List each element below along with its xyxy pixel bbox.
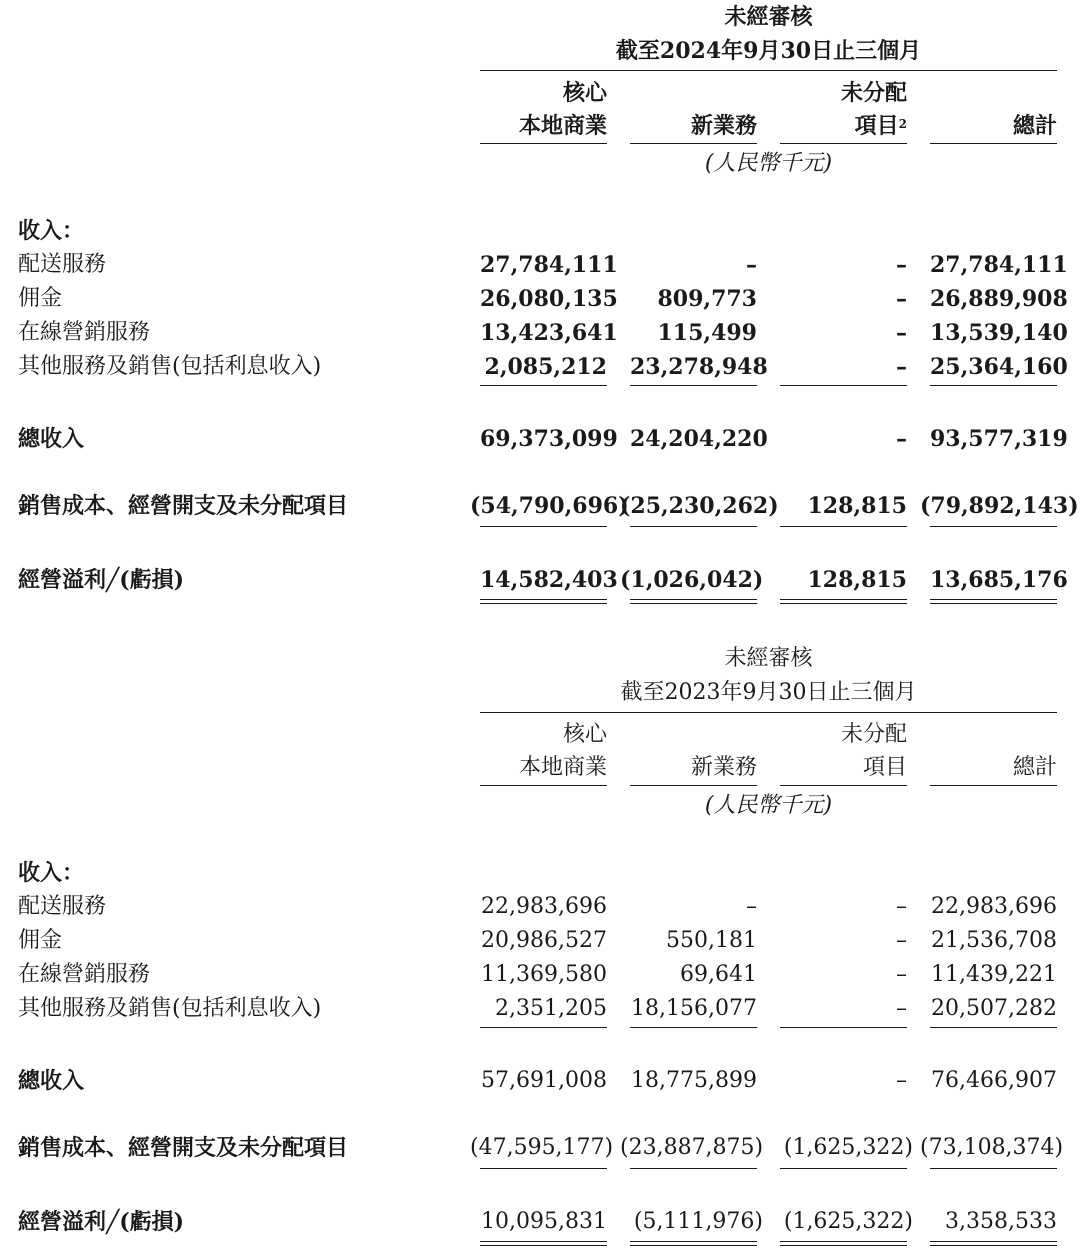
col-header-unalloc-line1: 未分配 [840, 722, 907, 747]
cell-total: 13,685,176 [930, 567, 1068, 593]
cell-unalloc: – [896, 252, 907, 278]
col-header-core-line2: 本地商業 [518, 113, 607, 139]
header-underline-unalloc [780, 143, 907, 144]
costs-label: 銷售成本、經營開支及未分配項目 [18, 493, 349, 519]
cell-core: 11,369,580 [481, 962, 607, 987]
costs-rule-core [480, 526, 607, 527]
double-rule-unalloc [780, 599, 907, 604]
cell-unalloc: – [896, 894, 907, 919]
period-title: 截至2024年9月30日止三個月 [615, 38, 922, 64]
row-label: 其他服務及銷售(包括利息收入) [18, 354, 322, 379]
cell-total: 25,364,160 [930, 354, 1068, 380]
profit-label: 經營溢利╱(虧損) [18, 567, 185, 593]
costs-rule-unalloc [780, 526, 907, 527]
cell-total: 20,507,282 [931, 996, 1057, 1021]
cell-core: 20,986,527 [481, 928, 607, 953]
cell-core: 2,085,212 [484, 354, 607, 380]
double-rule-core [480, 599, 607, 604]
cell-unalloc: – [896, 1068, 907, 1093]
row-label: 在線營銷服務 [18, 320, 151, 345]
cell-core: 10,095,831 [481, 1209, 607, 1234]
cell-core: 2,351,205 [495, 996, 607, 1021]
cell-new: – [746, 894, 757, 919]
col-header-new: 新業務 [690, 113, 757, 139]
row-label: 其他服務及銷售(包括利息收入) [18, 996, 322, 1021]
footnote-marker: 2 [898, 117, 907, 131]
row-label: 配送服務 [18, 894, 107, 919]
costs-rule-new [630, 526, 757, 527]
cell-unalloc: – [896, 426, 907, 452]
header-underline-core [480, 785, 607, 786]
costs-label: 銷售成本、經營開支及未分配項目 [18, 1135, 349, 1161]
header-underline-new [630, 143, 757, 144]
costs-rule-total [930, 1168, 1057, 1169]
unit-label: (人民幣千元) [704, 151, 833, 176]
cell-new: 18,156,077 [631, 996, 757, 1021]
profit-label: 經營溢利╱(虧損) [18, 1209, 185, 1235]
cell-total: 11,439,221 [931, 962, 1057, 987]
cell-unalloc: – [896, 962, 907, 987]
audit-status: 未經審核 [724, 4, 813, 30]
cell-core: 14,582,403 [480, 567, 618, 593]
cell-total: 93,577,319 [930, 426, 1068, 452]
cell-unalloc: – [896, 320, 907, 346]
col-header-core-line1: 核心 [562, 80, 607, 106]
costs-rule-unalloc [780, 1168, 907, 1169]
double-rule-core [480, 1241, 607, 1246]
col-header-total: 總計 [1012, 755, 1057, 780]
cell-unalloc: – [896, 996, 907, 1021]
cell-total: 26,889,908 [930, 286, 1068, 312]
header-underline-unalloc [780, 785, 907, 786]
header-underline-core [480, 143, 607, 144]
cell-core: 13,423,641 [480, 320, 618, 346]
col-header-new: 新業務 [690, 755, 757, 780]
cell-total: 21,536,708 [931, 928, 1057, 953]
header-underline-new [630, 785, 757, 786]
subtotal-rule-new [630, 1027, 757, 1028]
col-header-unalloc-line1: 未分配 [840, 80, 907, 106]
total-revenue-label: 總收入 [18, 426, 85, 452]
cell-new: (5,111,976) [633, 1209, 763, 1234]
subtotal-rule-total [930, 1027, 1057, 1028]
cell-core: 27,784,111 [480, 252, 618, 278]
double-rule-unalloc [780, 1241, 907, 1246]
col-header-core-line1: 核心 [562, 722, 607, 747]
cell-total: (79,892,143) [920, 493, 1079, 519]
subtotal-rule-total [930, 385, 1057, 386]
cell-unalloc: – [896, 354, 907, 380]
cell-unalloc: – [896, 928, 907, 953]
costs-rule-total [930, 526, 1057, 527]
row-label: 配送服務 [18, 252, 107, 277]
cell-total: 76,466,907 [931, 1068, 1057, 1093]
subtotal-rule-new [630, 385, 757, 386]
period-title: 截至2023年9月30日止三個月 [620, 680, 917, 705]
cell-unalloc: 128,815 [807, 567, 907, 593]
double-rule-total [930, 1241, 1057, 1246]
cell-total: 13,539,140 [930, 320, 1068, 346]
cell-unalloc: (1,625,322) [783, 1135, 913, 1160]
header-underline-total [930, 785, 1057, 786]
cell-new: (1,026,042) [620, 567, 764, 593]
revenue-label: 收入： [18, 218, 85, 244]
subtotal-rule-unalloc [780, 1027, 907, 1028]
row-label: 佣金 [18, 286, 63, 311]
cell-unalloc: 128,815 [807, 493, 907, 519]
double-rule-new [630, 599, 757, 604]
col-header-unalloc-line2: 項目$^2$ [854, 113, 907, 139]
cell-core: (54,790,696) [470, 493, 629, 519]
col-header-total: 總計 [1012, 113, 1057, 139]
cell-new: 809,773 [657, 286, 757, 312]
cell-total: 22,983,696 [931, 894, 1057, 919]
cell-new: 24,204,220 [630, 426, 768, 452]
cell-new: 23,278,948 [630, 354, 768, 380]
cell-core: 57,691,008 [481, 1068, 607, 1093]
total-revenue-label: 總收入 [18, 1068, 85, 1094]
subtotal-rule-core [480, 1027, 607, 1028]
costs-rule-new [630, 1168, 757, 1169]
cell-core: 26,080,135 [480, 286, 618, 312]
cell-total: 3,358,533 [945, 1209, 1057, 1234]
header-underline-total [930, 143, 1057, 144]
unit-label: (人民幣千元) [704, 793, 833, 818]
cell-new: 550,181 [666, 928, 757, 953]
cell-new: 69,641 [680, 962, 757, 987]
col-header-core-line2: 本地商業 [518, 755, 607, 780]
period-underline [480, 70, 1057, 71]
subtotal-rule-unalloc [780, 385, 907, 386]
cell-new: 115,499 [657, 320, 757, 346]
double-rule-new [630, 1241, 757, 1246]
row-label: 佣金 [18, 928, 63, 953]
cell-unalloc: (1,625,322) [783, 1209, 913, 1234]
cell-core: 22,983,696 [481, 894, 607, 919]
revenue-label: 收入： [18, 860, 85, 886]
cell-new: (23,887,875) [620, 1135, 764, 1160]
cell-new: (25,230,262) [620, 493, 779, 519]
row-label: 在線營銷服務 [18, 962, 151, 987]
cell-unalloc: – [896, 286, 907, 312]
subtotal-rule-core [480, 385, 607, 386]
cell-new: 18,775,899 [631, 1068, 757, 1093]
audit-status: 未經審核 [724, 646, 813, 671]
double-rule-total [930, 599, 1057, 604]
col-header-unalloc-line2: 項目 [862, 755, 907, 780]
period-underline [480, 712, 1057, 713]
cell-total: (73,108,374) [920, 1135, 1064, 1160]
costs-rule-core [480, 1168, 607, 1169]
cell-core: 69,373,099 [480, 426, 618, 452]
cell-new: – [746, 252, 757, 278]
cell-core: (47,595,177) [470, 1135, 614, 1160]
cell-total: 27,784,111 [930, 252, 1068, 278]
